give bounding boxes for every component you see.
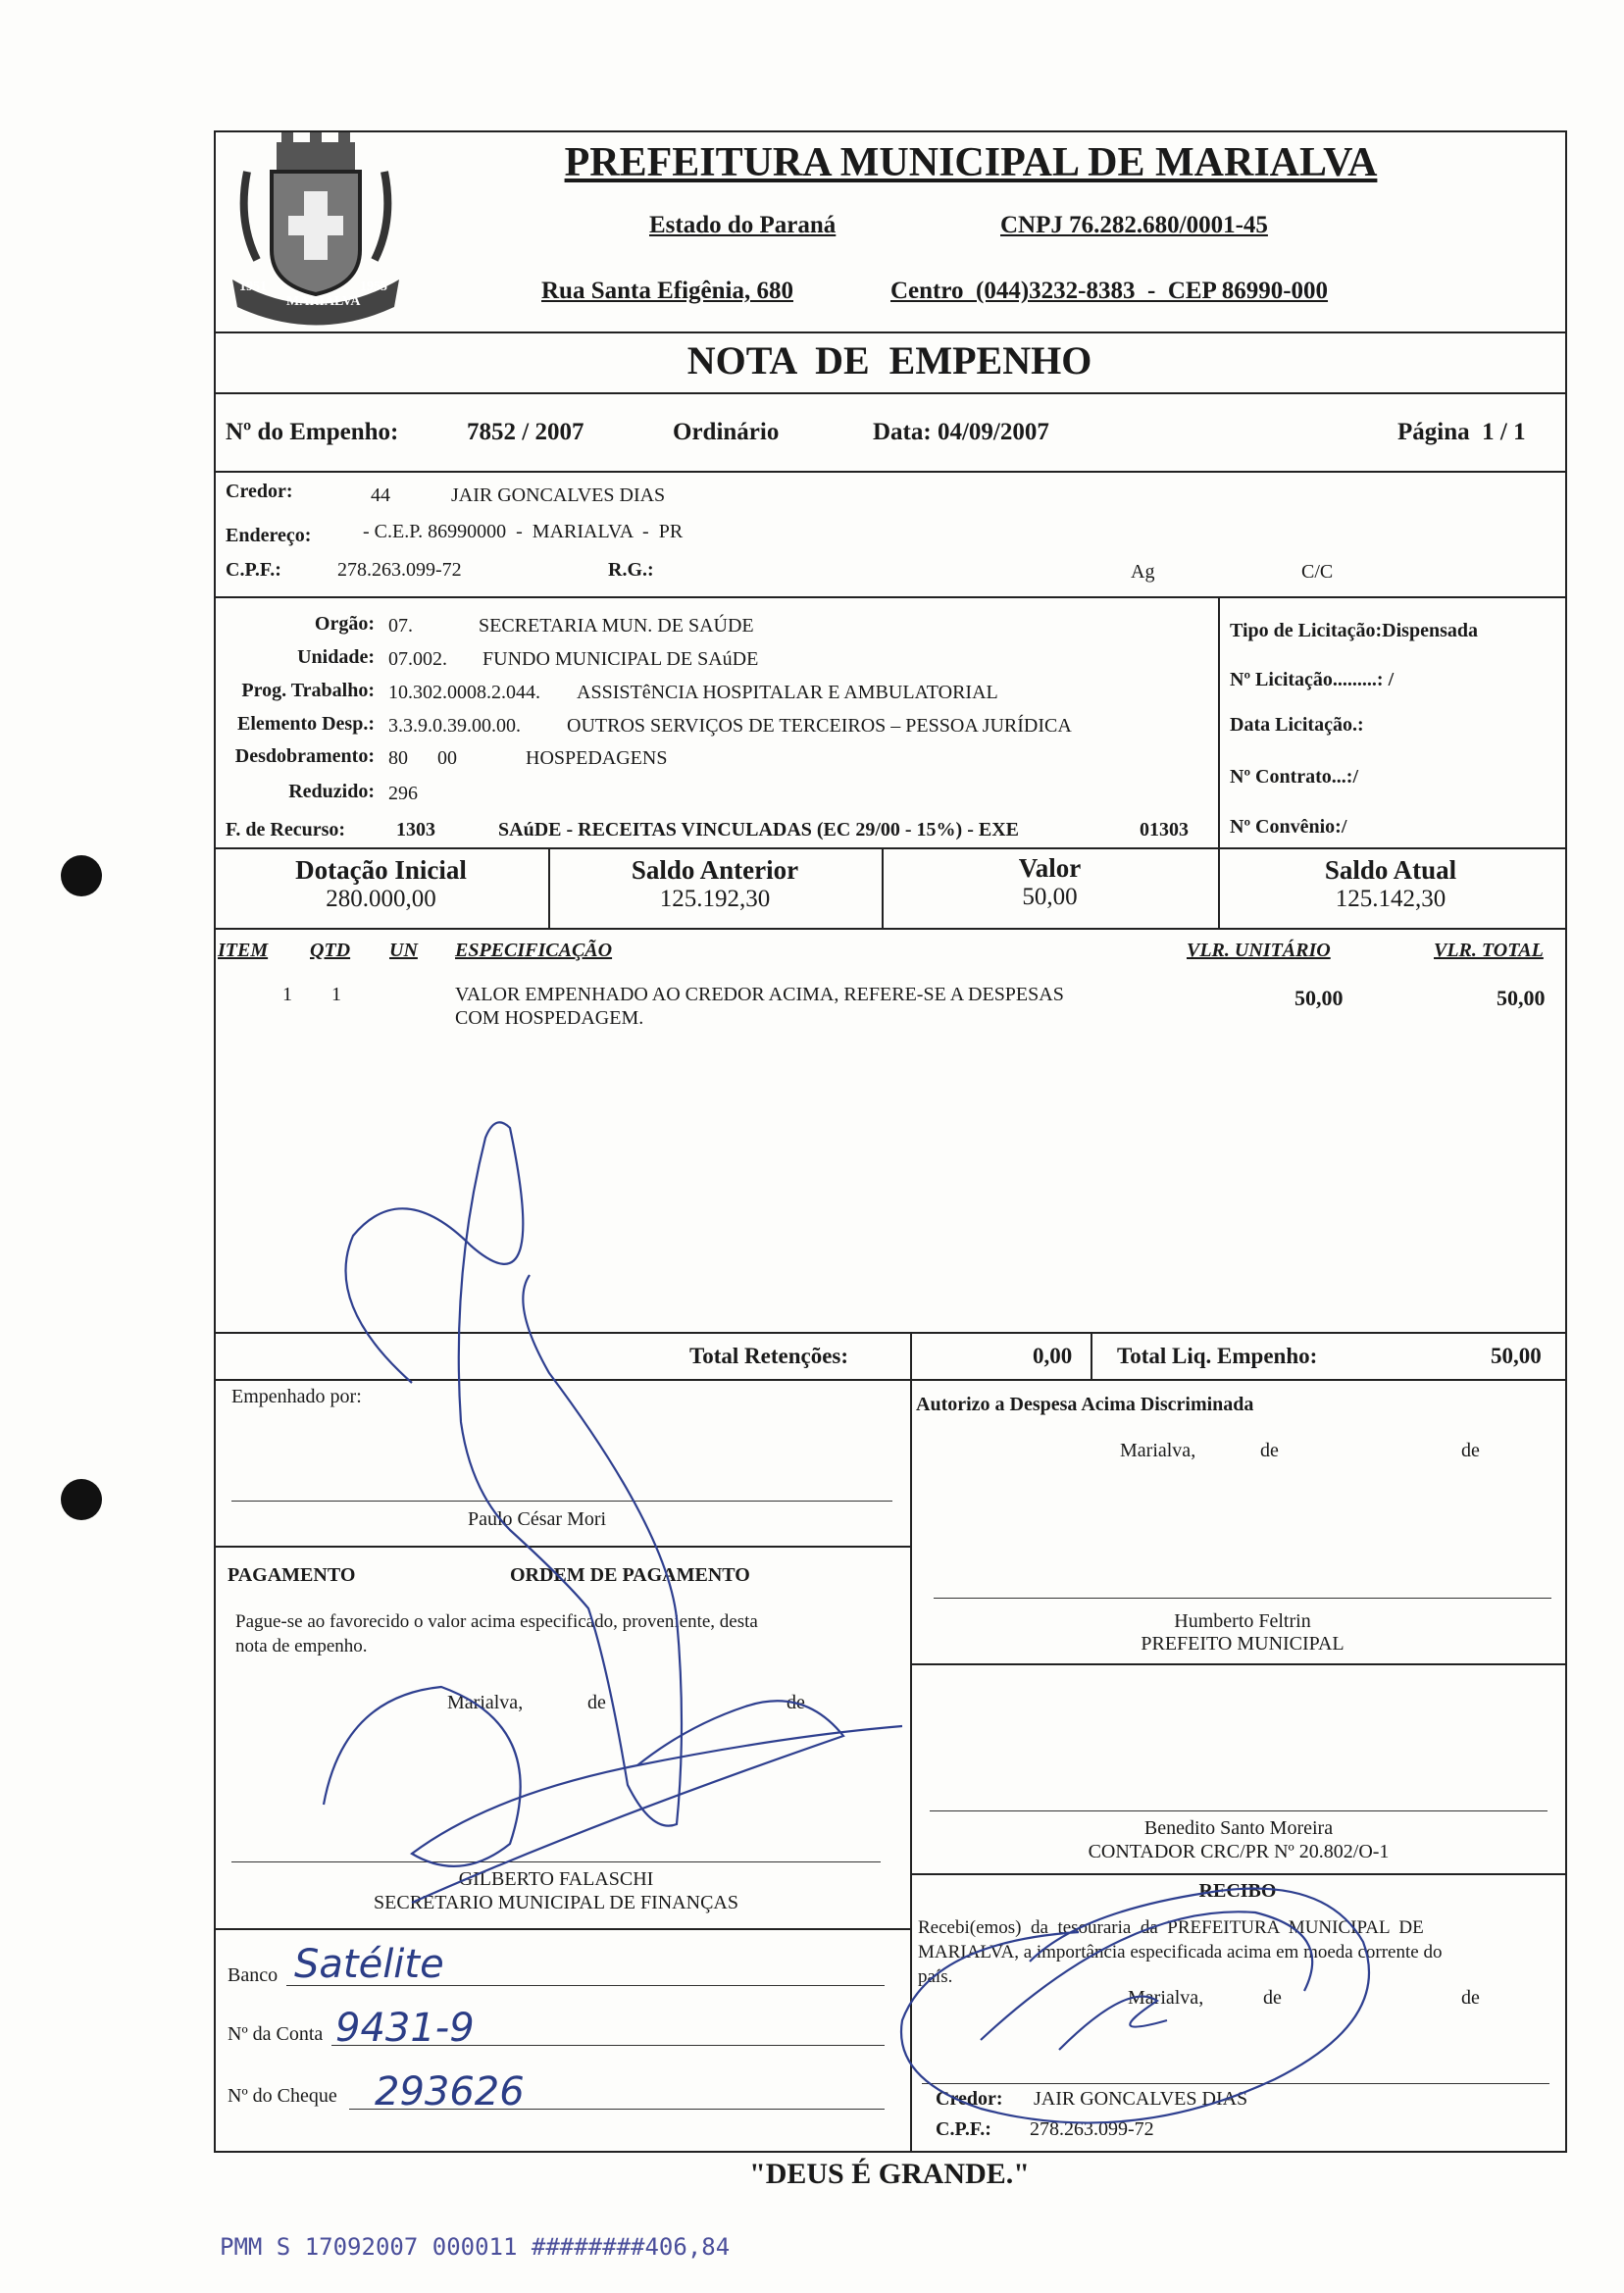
recurso-label: F. de Recurso: xyxy=(226,819,346,841)
pagamento-text-line-1: Pague-se ao favorecido o valor acima especificado, proveniente, desta xyxy=(235,1611,758,1632)
city-crest xyxy=(218,132,414,329)
prefeito-name: Humberto Feltrin xyxy=(1174,1610,1311,1632)
saldo-atual-value: 125.142,30 xyxy=(1335,886,1446,912)
credor-address: - C.E.P. 86990000 - MARIALVA - PR xyxy=(363,521,684,542)
recibo-credor-name: JAIR GONCALVES DIAS xyxy=(1034,2088,1248,2110)
total-retencoes-value: 0,00 xyxy=(1033,1344,1073,1368)
classification-label: Desdobramento: xyxy=(234,745,375,767)
saldo-atual-label: Saldo Atual xyxy=(1324,855,1457,885)
recibo-de-1: de xyxy=(1263,1987,1282,2009)
empenhado-label: Empenhado por: xyxy=(231,1386,362,1407)
contract-number: Nº Contrato...:/ xyxy=(1230,766,1359,788)
total-liquido-value: 50,00 xyxy=(1491,1344,1542,1368)
classification-label: Unidade: xyxy=(297,646,375,668)
col-header-especificacao: ESPECIFICAÇÃO xyxy=(455,940,613,961)
licitacao-number: Nº Licitação.........: / xyxy=(1230,669,1395,690)
classification-description: SECRETARIA MUN. DE SAÚDE xyxy=(479,615,754,637)
crest-left-year: 1951 xyxy=(239,280,267,294)
recibo-de-2: de xyxy=(1461,1987,1480,2009)
punch-hole-top xyxy=(61,855,102,896)
valor-label: Valor xyxy=(1018,853,1082,883)
secretario-title: SECRETARIO MUNICIPAL DE FINANÇAS xyxy=(374,1892,738,1913)
classification-code: 10.302.0008.2.044. xyxy=(388,682,540,703)
classification-label: Prog. Trabalho: xyxy=(241,680,375,701)
banco-handwritten: Satélite xyxy=(294,1942,444,1987)
classification-label: Orgão: xyxy=(314,613,375,635)
recibo-city: Marialva, xyxy=(1128,1987,1204,2009)
cc-label: C/C xyxy=(1301,561,1334,583)
conta-label: Nº da Conta xyxy=(228,2023,324,2045)
state-name: Estado do Paraná xyxy=(649,212,837,238)
classification-description: ASSISTêNCIA HOSPITALAR E AMBULATORIAL xyxy=(577,682,998,703)
empenho-number-label: Nº do Empenho: xyxy=(226,419,399,445)
classification-code: 296 xyxy=(388,783,418,804)
banco-label: Banco xyxy=(228,1964,279,1986)
empenho-type: Ordinário xyxy=(673,419,780,445)
row-spec-line-2: COM HOSPEDAGEM. xyxy=(455,1007,644,1029)
saldo-anterior-label: Saldo Anterior xyxy=(631,855,799,885)
pagamento-city: Marialva, xyxy=(447,1692,524,1713)
col-header-qtd: QTD xyxy=(310,940,351,961)
classification-code: 3.3.9.0.39.00.00. xyxy=(388,715,521,737)
ag-label: Ag xyxy=(1131,561,1155,583)
secretario-name: GILBERTO FALASCHI xyxy=(458,1868,654,1890)
classification-description: OUTROS SERVIÇOS DE TERCEIROS – PESSOA JURÍDICA xyxy=(567,715,1072,737)
classification-label: Reduzido: xyxy=(288,781,375,802)
col-header-vlr-total: VLR. TOTAL xyxy=(1434,940,1544,961)
row-qtd: 1 xyxy=(331,984,341,1005)
cheque-handwritten: 293626 xyxy=(375,2069,525,2115)
cnpj-number: CNPJ 76.282.680/0001-45 xyxy=(1000,212,1268,238)
cpf-label: C.P.F.: xyxy=(226,559,281,581)
classification-code: 07. xyxy=(388,615,413,637)
conta-handwritten: 9431-9 xyxy=(335,2006,475,2051)
total-retencoes-label: Total Retenções: xyxy=(689,1344,849,1368)
crest-right-year: 1955 xyxy=(360,280,387,294)
prefeito-title: PREFEITO MUNICIPAL xyxy=(1141,1633,1345,1655)
convenio-number: Nº Convênio:/ xyxy=(1230,816,1347,838)
recibo-title: RECIBO xyxy=(1198,1880,1277,1902)
classification-code: 80 00 xyxy=(388,747,457,769)
autorizo-title: Autorizo a Despesa Acima Discriminada xyxy=(916,1394,1254,1415)
saldo-cell-dotacao xyxy=(214,855,548,913)
credor-label: Credor: xyxy=(226,481,293,502)
empenho-date: Data: 04/09/2007 xyxy=(873,419,1049,445)
endereco-label: Endereço: xyxy=(226,525,312,546)
dotacao-label: Dotação Inicial xyxy=(295,855,467,885)
pagamento-de-2: de xyxy=(787,1692,805,1713)
row-item: 1 xyxy=(282,984,292,1005)
valor-value: 50,00 xyxy=(1022,884,1078,910)
district-phone-cep: Centro (044)3232-8383 - CEP 86990-000 xyxy=(890,278,1329,304)
col-header-vlr-unitario: VLR. UNITÁRIO xyxy=(1187,940,1331,961)
dotacao-value: 280.000,00 xyxy=(326,886,436,912)
classification-label: Elemento Desp.: xyxy=(237,713,375,735)
recurso-code: 1303 xyxy=(396,819,435,841)
row-spec-line-1: VALOR EMPENHADO AO CREDOR ACIMA, REFERE-SE A DESPESAS xyxy=(455,984,1064,1005)
motto: "DEUS É GRANDE." xyxy=(749,2158,1030,2190)
saldo-cell-anterior xyxy=(548,855,882,913)
contador-name: Benedito Santo Moreira xyxy=(1143,1817,1334,1839)
autorizo-de-1: de xyxy=(1260,1440,1279,1461)
row-unit-value: 50,00 xyxy=(1294,986,1344,1010)
licitacao-type: Tipo de Licitação:Dispensada xyxy=(1230,620,1478,641)
row-total-value: 50,00 xyxy=(1497,986,1546,1010)
classification-description: HOSPEDAGENS xyxy=(526,747,668,769)
punch-hole-bottom xyxy=(61,1479,102,1520)
cheque-label: Nº do Cheque xyxy=(228,2085,337,2107)
empenho-number: 7852 / 2007 xyxy=(467,419,584,445)
recibo-credor-label: Credor: xyxy=(936,2088,1003,2110)
classification-code: 07.002. xyxy=(388,648,447,670)
licitacao-date: Data Licitação.: xyxy=(1230,714,1364,736)
recibo-text-line-1: Recebi(emos) da tesouraria da PREFEITURA MUNICIPAL DE xyxy=(918,1917,1424,1938)
rg-label: R.G.: xyxy=(608,559,654,581)
ordem-pagamento-title: ORDEM DE PAGAMENTO xyxy=(510,1564,750,1586)
recibo-cpf: 278.263.099-72 xyxy=(1030,2118,1154,2140)
total-liquido-label: Total Liq. Empenho: xyxy=(1117,1344,1318,1368)
street-address: Rua Santa Efigênia, 680 xyxy=(541,278,793,304)
saldo-cell-atual xyxy=(1218,855,1563,913)
saldo-anterior-value: 125.192,30 xyxy=(659,886,771,912)
pagamento-de-1: de xyxy=(587,1692,606,1713)
pagamento-title: PAGAMENTO xyxy=(228,1564,356,1586)
institution-title: PREFEITURA MUNICIPAL DE MARIALVA xyxy=(564,140,1378,185)
recibo-text-line-3: país. xyxy=(918,1966,953,1987)
col-header-un: UN xyxy=(389,940,418,961)
saldo-cell-valor xyxy=(882,853,1218,911)
credor-cpf: 278.263.099-72 xyxy=(337,559,462,581)
crest-name: MARIALVA xyxy=(286,294,361,309)
empenhado-name: Paulo César Mori xyxy=(468,1508,607,1530)
col-header-item: ITEM xyxy=(218,940,269,961)
classification-description: FUNDO MUNICIPAL DE SAúDE xyxy=(482,648,759,670)
recibo-cpf-label: C.P.F.: xyxy=(936,2118,991,2140)
autorizo-city: Marialva, xyxy=(1120,1440,1196,1461)
credor-code: 44 xyxy=(371,484,390,506)
recibo-text-line-2: MARIALVA, a importância especificada acima em moeda corrente do xyxy=(918,1942,1443,1962)
credor-name: JAIR GONCALVES DIAS xyxy=(451,484,666,506)
recurso-description: SAúDE - RECEITAS VINCULADAS (EC 29/00 - 15%) - EXE xyxy=(498,819,1019,841)
page-number: Página 1 / 1 xyxy=(1397,419,1526,445)
contador-title: CONTADOR CRC/PR Nº 20.802/O-1 xyxy=(1088,1841,1390,1862)
autorizo-de-2: de xyxy=(1461,1440,1480,1461)
pagamento-text-line-2: nota de empenho. xyxy=(235,1636,368,1656)
document-title: NOTA DE EMPENHO xyxy=(686,338,1092,382)
bank-stamp: PMM S 17092007 000011 ########406,84 xyxy=(220,2233,731,2261)
recurso-number: 01303 xyxy=(1140,819,1189,841)
